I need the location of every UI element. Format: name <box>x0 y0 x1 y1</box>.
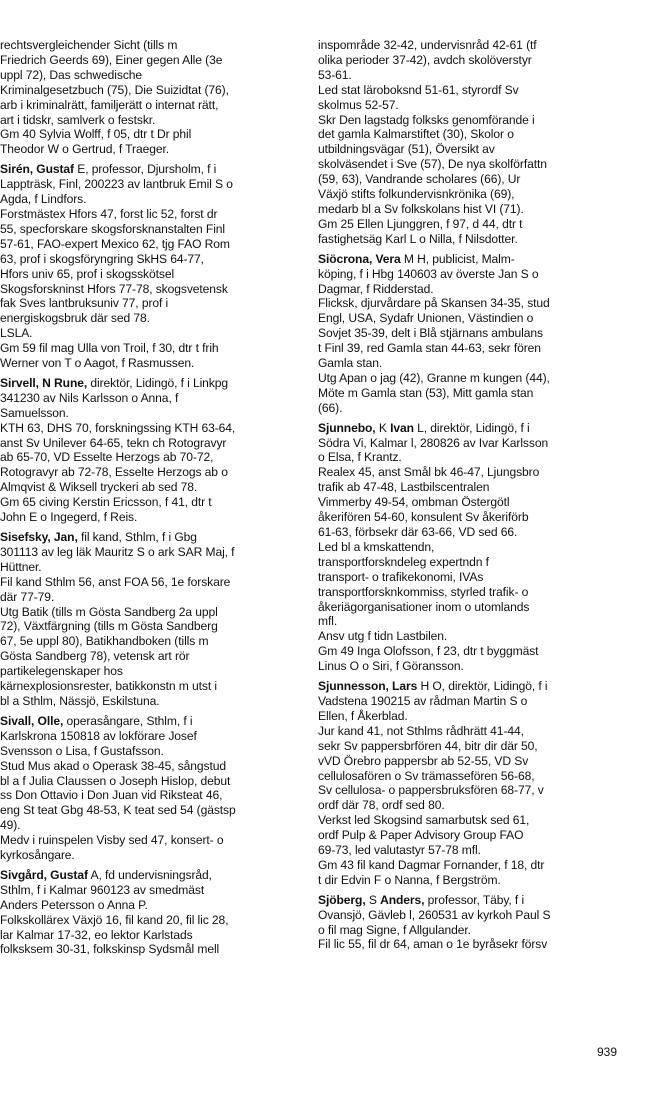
entry-line: Gm 40 Sylvia Wolff, f 05, dtr t Dr phil <box>0 127 192 142</box>
entry-heading <box>0 376 302 391</box>
entry-heading <box>0 530 302 545</box>
entry-line: 61-63, förbsekr där 63-66, VD sed 66. <box>318 525 518 539</box>
entry-line: ss Don Ottavio i Don Juan vid Riksteat 46, <box>0 788 223 803</box>
entry-line: (59, 63), Vandrande scholares (66), Ur <box>318 172 521 187</box>
entry-line: eng St teat Gbg 48-53, K teat sed 54 (gästsp <box>0 803 236 818</box>
entry-line: 67, 5e uppl 80), Batikhandboken (tills m <box>0 634 209 649</box>
entry-name: Sivgård, Gustaf <box>0 867 88 882</box>
entry-line: 69-73, led valutastyr 57-78 mfl. <box>318 843 481 858</box>
entry-line: Werner von T o Aagot, f Rasmussen. <box>0 356 195 371</box>
entry-line: åkerifören 54-60, konsulent Sv åkeriförb <box>318 510 529 525</box>
biography-entry <box>0 530 302 709</box>
entry-line: fastighetsäg Karl L o Nilla, f Nilsdotter. <box>318 231 518 246</box>
entry-line: transportforsknkommiss, styrled trafik- o <box>318 584 529 599</box>
entry-line: 72), Växtfärgning (tills m Gösta Sandberg <box>0 619 218 634</box>
entry-line: ab 65-70, VD Esselte Herzogs ab 70-72, <box>0 450 214 465</box>
entry-line: 49). <box>0 818 21 833</box>
entry-line: mfl. <box>318 614 338 629</box>
entry-line: Sthlm, f i Kalmar 960123 av smedmäst <box>0 882 205 897</box>
biography-entry <box>0 868 302 957</box>
entry-name: Sirén, Gustaf <box>0 162 74 177</box>
entry-heading-text: K <box>375 420 391 435</box>
entry-line: 57-61, FAO-expert Mexico 62, tjg FAO Rom <box>0 236 230 251</box>
entry-line: bl a Sthlm, Nässjö, Eskilstuna. <box>0 693 160 708</box>
entry-line: o fil mag Signe, f Allgulander. <box>318 922 471 937</box>
entry-line: Hüttner. <box>0 559 42 574</box>
entry-name: Siöcrona, Vera <box>318 251 401 266</box>
entry-line: energiskogsbruk där sed 78. <box>0 311 150 326</box>
entry-line: köping, f i Hbg 140603 av överste Jan S o <box>318 266 539 281</box>
entry-line: trafik ab 47-48, Lastbilscentralen <box>318 480 490 495</box>
entry-line: 301113 av leg läk Mauritz S o ark SAR Maj, f <box>0 544 235 559</box>
entry-line: folksksem 30-31, folkskinsp Sydsmål mell <box>0 942 220 957</box>
entry-heading-text: operasångare, Sthlm, f i <box>63 713 193 728</box>
entry-line: Gm 43 fil kand Dagmar Fornander, f 18, dtr <box>318 857 545 872</box>
biography-entry <box>0 376 302 525</box>
entry-heading-text: A, fd undervisningsråd, <box>87 867 212 882</box>
biography-entry <box>318 421 618 674</box>
entry-line: uppl 72), Das schwedische <box>0 67 143 82</box>
entry-line: Sv cellulosa- o pappersbruksfören 68-77, v <box>318 783 544 798</box>
entry-line: skolväsendet i Sve (57), De nya skolförfattn <box>318 157 547 172</box>
entry-line: Gm 25 Ellen Ljunggren, f 97, d 44, dtr t <box>318 216 523 231</box>
entry-line: Folkskollärex Växjö 16, fil kand 20, fil lic 28, <box>0 912 229 927</box>
entry-line: Gm 59 fil mag Ulla von Troil, f 30, dtr t frih <box>0 341 219 356</box>
entry-line: Gm 65 civing Kerstin Ericsson, f 41, dtr t <box>0 495 212 510</box>
entry-line: där 77-79. <box>0 589 55 604</box>
entry-line: Växjö stifts folkundervisnkrönika (69), <box>318 187 515 202</box>
biography-entry <box>318 252 618 416</box>
entry-line: Engl, USA, Sydafr Unionen, Västindien o <box>318 311 534 326</box>
entry-line: art i tidskr, samlverk o festskr. <box>0 112 156 127</box>
entry-line: 63, prof i skogsföryngring SkHS 64-77, <box>0 251 204 266</box>
entry-line: Fil kand Sthlm 56, anst FOA 56, 1e forskare <box>0 574 231 589</box>
entry-heading-text: direktör, Lidingö, f i Linkpg <box>87 375 228 390</box>
entry-line: Gamla stan. <box>318 356 383 371</box>
entry-line: Svensson o Lisa, f Gustafsson. <box>0 743 164 758</box>
entry-heading <box>318 893 618 908</box>
entry-line: Vimmerby 49-54, ombman Östergötl <box>318 495 510 510</box>
entry-heading <box>0 868 302 883</box>
entry-line: John E o Ingegerd, f Reis. <box>0 510 138 525</box>
entry-line: Led bl a kmskattendn, <box>318 539 435 554</box>
entry-line: Karlskrona 150818 av lokförare Josef <box>0 728 197 743</box>
biography-entry-continued <box>0 38 302 157</box>
entry-line: partikelegenskaper hos <box>0 664 123 679</box>
entry-line: Gm 49 Inga Olofsson, f 23, dtr t byggmäst <box>318 644 539 659</box>
entry-line: Linus O o Siri, f Göransson. <box>318 659 464 674</box>
entry-line: KTH 63, DHS 70, forskningssing KTH 63-64, <box>0 420 236 435</box>
entry-line: Theodor W o Gertrud, f Traeger. <box>0 142 169 157</box>
entry-line: Utg Batik (tills m Gösta Sandberg 2a uppl <box>0 604 218 619</box>
entry-name: Sjöberg, <box>318 892 366 907</box>
entry-name: Anders, <box>380 892 425 907</box>
entry-line: cellulosafören o Sv trämassefören 56-68, <box>318 768 535 783</box>
entry-line: arb i kriminalrätt, familjerätt o internat rätt, <box>0 97 219 112</box>
entry-heading-text: S <box>365 892 381 907</box>
entry-line: lar Kalmar 17-32, eo lektor Karlstads <box>0 927 193 942</box>
entry-name: Ivan <box>390 420 414 435</box>
entry-line: 341230 av Nils Karlsson o Anna, f <box>0 390 179 405</box>
entry-line: kärnexplosionsrester, batikkonstn m utst i <box>0 679 217 694</box>
entry-line: Skogsforskninst Hfors 77-78, skogsvetensk <box>0 281 228 296</box>
entry-line: Ellen, f Åkerblad. <box>318 708 408 723</box>
entry-line: Rotogravyr ab 72-78, Esselte Herzogs ab o <box>0 465 228 480</box>
entry-name: Sisefsky, Jan, <box>0 530 78 544</box>
entry-heading-text: professor, Täby, f i <box>424 892 525 907</box>
right-column <box>318 38 618 957</box>
entry-line: 53-61. <box>318 67 352 82</box>
entry-heading <box>318 679 618 694</box>
entry-line: Utg Apan o jag (42), Granne m kungen (44), <box>318 370 550 385</box>
entry-line: Södra Vi, Kalmar l, 280826 av Ivar Karlsson <box>318 435 549 450</box>
entry-line: Jur kand 41, not Sthlms rådhrätt 41-44, <box>318 723 524 738</box>
entry-line: Led stat läroboksnd 51-61, styrordf Sv <box>318 82 519 97</box>
entry-line: o Elsa, f Krantz. <box>318 450 402 465</box>
entry-line: Almqvist & Wiksell tryckeri ab sed 78. <box>0 480 198 495</box>
entry-line: Sovjet 35-39, delt i Blå stjärnans ambulans <box>318 326 543 341</box>
entry-line: Skr Den lagstadg folksks genomförande i <box>318 112 535 127</box>
entry-line: inspområde 32-42, undervisnråd 42-61 (tf <box>318 38 537 52</box>
biography-entry <box>318 679 618 888</box>
entry-line: medarb bl a Sv folkskolans hist VI (71). <box>318 201 524 216</box>
left-column <box>0 38 302 962</box>
biography-entry <box>318 893 618 953</box>
entry-line: ordf Pulp & Paper Advisory Group FAO <box>318 828 524 843</box>
entry-line: vVD Örebro pappersbr ab 52-55, VD Sv <box>318 753 529 768</box>
entry-line: utbildningsvägar (51), Översikt av <box>318 142 495 157</box>
entry-line: skolmus 52-57. <box>318 97 399 112</box>
entry-line: Ovansjö, Gävleb l, 260531 av kyrkoh Paul S <box>318 907 551 922</box>
entry-heading-text: E, professor, Djursholm, f i <box>73 162 217 177</box>
entry-line: Agda, f Lindfors. <box>0 192 87 207</box>
entry-line: anst Sv Unilever 64-65, tekn ch Rotogravyr <box>0 435 227 450</box>
entry-name: Sirvell, N Rune, <box>0 375 88 390</box>
entry-heading-text: H O, direktör, Lidingö, f i <box>417 679 548 694</box>
entry-heading <box>0 714 302 729</box>
entry-line: det gamla Kalmarstiftet (30), Skolor o <box>318 127 514 142</box>
entry-line: Lappträsk, Finl, 200223 av lantbruk Emil S o <box>0 177 233 192</box>
entry-name: Sjunnesson, Lars <box>318 679 418 694</box>
entry-line: Samuelsson. <box>0 405 69 420</box>
biography-entry-continued <box>318 38 618 247</box>
entry-name: Sivall, Olle, <box>0 713 64 728</box>
entry-heading <box>0 162 302 177</box>
entry-line: Ansv utg f tidn Lastbilen. <box>318 629 448 644</box>
entry-line: Kriminalgesetzbuch (75), Die Suizidtat (76), <box>0 82 229 97</box>
entry-line: Möte m Gamla stan (53), Mitt gamla stan <box>318 385 534 400</box>
biography-entry <box>0 162 302 371</box>
entry-heading <box>318 421 618 436</box>
entry-line: Gösta Sandberg 78), vetensk art rör <box>0 649 190 664</box>
entry-line: olika perioder 37-42), avdch skolöverstyr <box>318 52 532 67</box>
entry-line: Realex 45, anst Smål bk 46-47, Ljungsbro <box>318 465 540 480</box>
entry-line: Friedrich Geerds 69), Einer gegen Alle (3e <box>0 52 223 67</box>
entry-line: Dagmar, f Ridderstad. <box>318 281 434 296</box>
entry-line: LSLA. <box>0 326 33 341</box>
entry-line: Medv i ruinspelen Visby sed 47, konsert- o <box>0 833 224 848</box>
entry-heading-text: L, direktör, Lidingö, f i <box>413 420 530 435</box>
entry-line: transportforskndeleg expertndn f <box>318 554 489 569</box>
entry-line: Forstmästex Hfors 47, forst lic 52, forst dr <box>0 206 218 221</box>
entry-line: (66). <box>318 400 343 415</box>
biography-entry <box>0 714 302 863</box>
entry-line: t Finl 39, red Gamla stan 44-63, sekr fören <box>318 341 541 356</box>
entry-line: Flicksk, djurvårdare på Skansen 34-35, stud <box>318 296 550 311</box>
entry-name: Sjunnebo, <box>318 420 376 435</box>
entry-heading <box>318 252 618 267</box>
page-number: 939 <box>597 1045 618 1059</box>
entry-line: Stud Mus akad o Operask 38-45, sångstud <box>0 758 227 773</box>
entry-line: ordf där 78, ordf sed 80. <box>318 798 445 813</box>
entry-line: kyrkosångare. <box>0 848 75 863</box>
entry-heading-text: fil kand, Sthlm, f i Gbg <box>77 530 197 544</box>
entry-line: 55, specforskare skogsforsknanstalten Finl <box>0 221 226 236</box>
entry-line: åkeriägorganisationer inom o utomlands <box>318 599 530 614</box>
entry-line: fak Sves lantbruksuniv 77, prof i <box>0 296 169 311</box>
entry-line: bl a f Julia Claussen o Joseph Hislop, debut <box>0 773 231 788</box>
entry-heading-text: M H, publicist, Malm- <box>400 251 515 266</box>
entry-line: Fil lic 55, fil dr 64, aman o 1e byråsekr försv <box>318 937 548 952</box>
entry-line: sekr Sv pappersbrfören 44, bitr dir där 50, <box>318 738 538 753</box>
entry-line: transport- o trafikekonomi, IVAs <box>318 569 484 584</box>
entry-line: Hfors univ 65, prof i skogsskötsel <box>0 266 175 281</box>
entry-line: Vadstena 190215 av rådman Martin S o <box>318 693 528 708</box>
entry-line: rechtsvergleichender Sicht (tills m <box>0 38 178 52</box>
entry-line: Anders Petersson o Anna P. <box>0 897 148 912</box>
entry-line: Verkst led Skogsind samarbutsk sed 61, <box>318 813 530 828</box>
entry-line: t dir Edvin F o Nanna, f Bergström. <box>318 872 501 887</box>
